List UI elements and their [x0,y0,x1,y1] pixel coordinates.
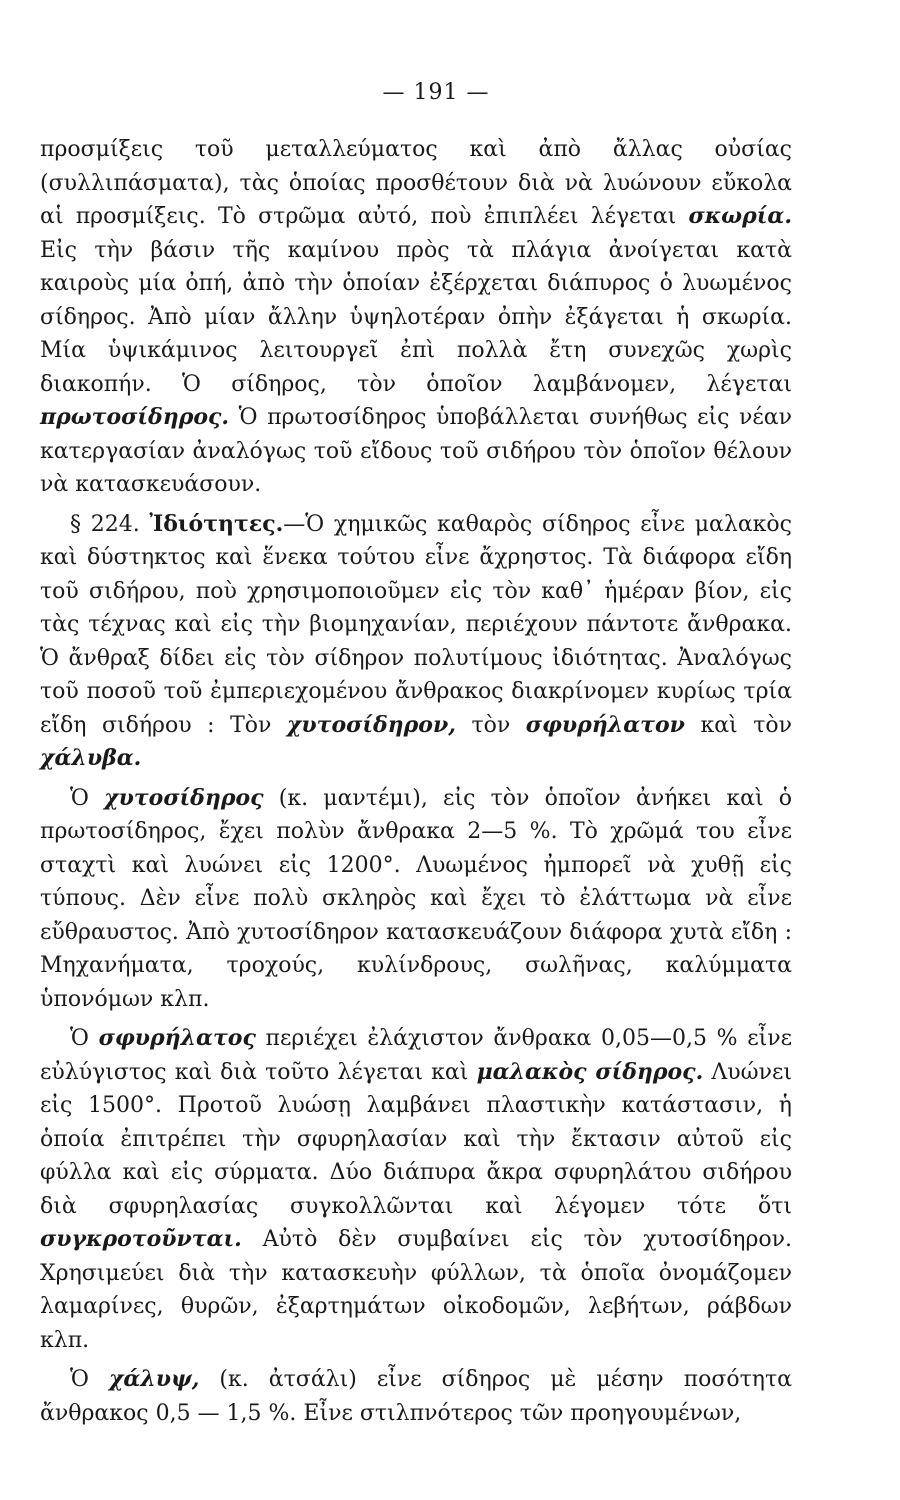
term-sygkrotountai: συγκροτοῦνται. [40,1226,242,1252]
text-run: (κ. μαντέμι), εἰς τὸν ὁποῖον ἀνήκει καὶ ὁ πρωτοσίδηρος, ἔχει πολὺν ἄνθρακα 2—5 %. Τὸ χρῶμά του εἶνε σταχτὶ καὶ λυώνει εἰς 1200°. Λυωμένος ἠμπορεῖ νὰ χυθῇ εἰς τύπους. Δὲν εἶνε πολὺ σκληρὸς καὶ ἔχει τὸ ἐλάττωμα νὰ εἶνε εὔθραυστος. Ἀπὸ χυτοσίδηρον κατασκευάζουν διάφορα χυτὰ εἴδη : Μηχανήματα, τροχούς, κυλίνδρους, σωλῆνας, καλύμματα ὑπονόμων κλπ. [40,785,793,1012]
text-run: Ὁ [70,1026,99,1051]
paragraph [40,782,792,1017]
term-skoria: σκωρία. [688,203,792,229]
page-number: — 191 — [382,80,490,105]
term-malakos-sidiros: μαλακὸς σίδηρος. [476,1058,704,1085]
term-chytosidiron: χυτοσίδηρον, [286,711,456,738]
text-run: Αὐτὸ δὲν συμβαίνει εἰς τὸν χυτοσίδηρον. Χρησιμεύει διὰ τὴν κατασκευὴν φύλλων, τὰ ὁποῖα ὀνομάζομεν λαμαρίνες, θυρῶν, ἐξαρτημάτων οἰκοδομῶν, λεβήτων, ράβδων κλπ. [40,1227,792,1353]
text-run: —Ὁ χημικῶς καθαρὸς σίδηρος εἶνε μαλακὸς καὶ δύστηκτος καὶ ἕνεκα τούτου εἶνε ἄχρηστος. Τὰ διάφορα εἴδη τοῦ σιδήρου, ποὺ χρησιμοποιοῦμεν εἰς τὸν καθ᾽ ἡμέραν βίον, εἰς τὰς τέχνας καὶ εἰς τὴν βιομηχανίαν, περιέχουν πάντοτε ἄνθρακα. Ὁ ἄνθραξ δίδει εἰς τὸν σίδηρον πολυτίμους ἰδιότητας. Ἀναλόγως τοῦ ποσοῦ τοῦ ἐμπεριεχομένου ἄνθρακος διακρίνομεν κυρίως τρία εἴδη σιδήρου : Τὸν [40,511,792,738]
term-protosidiros: πρωτοσίδηρος. [40,404,230,430]
paragraph [40,1363,792,1430]
text-run: Εἰς τὴν βάσιν τῆς καμίνου πρὸς τὰ πλάγια ἀνοίγεται κατὰ καιροὺς μία ὀπή, ἀπὸ τὴν ὁποίαν ἐξέρχεται διάπυρος ὁ λυωμένος σίδηρος. Ἀπὸ μίαν ἄλλην ὑψηλοτέραν ὀπὴν ἐξάγεται ἡ σκωρία. Μία ὑψικάμινος λειτουργεῖ ἐπὶ πολλὰ ἔτη συνεχῶς χωρὶς διακοπήν. Ὁ σίδηρος, τὸν ὁποῖον λαμβάνομεν, λέγεται [40,237,792,397]
text-run: Ὁ [70,785,105,811]
text-run: Λυώνει εἰς 1500°. Πρoτοῦ λυώσῃ λαμβάνει πλαστικὴν κατάστασιν, ἡ ὁποία ἐπιτρέπει τὴν σφυρηλασίαν καὶ τὴν ἔκτασιν αὐτοῦ εἰς φύλλα καὶ εἰς σύρματα. Δύο διάπυρα ἄκρα σφυρηλάτου σιδήρου διὰ σφυρηλασίας συγκολλῶνται καὶ λέγομεν τότε ὅτι [40,1059,793,1219]
paragraph [40,508,792,776]
term-chytosidiros: χυτοσίδηρος [104,784,264,811]
text-run: Ὁ πρωτοσίδηρος ὑποβάλλεται συνήθως εἰς νέαν κατεργασίαν ἀναλόγως τοῦ εἴδους τοῦ σιδήρου τὸν ὁποῖον θέλουν νὰ κατασκευάσουν. [40,405,792,497]
term-chalyps: χάλυψ, [108,1366,200,1392]
text-run: τὸν [455,712,526,738]
term-sfyrilatos: σφυρήλατος [98,1025,256,1051]
term-chalyva: χάλυβα. [40,745,142,771]
paragraph [40,133,792,502]
text-run: προσμίξεις τοῦ μεταλλεύματος καὶ ἀπὸ ἄλλας οὐσίας (συλλιπάσματα), τὰς ὁποίας προσθέτουν διὰ νὰ λυώνουν εὔκολα αἱ προσμίξεις. Τὸ στρῶμα αὐτό, ποὺ ἐπιπλέει λέγεται [40,137,792,229]
text-run: Ὁ [70,1367,109,1392]
section-number: § 224. [70,511,150,537]
section-heading: Ἰδιότητες. [149,510,284,537]
text-run: (κ. ἀτσάλι) εἶνε σίδηρος μὲ μέσην ποσότητα ἄνθρακος 0,5 — 1,5 %. Εἶνε στιλπνότερος τῶν προηγουμένων, [40,1367,792,1426]
body-text [40,133,792,1430]
book-page [40,80,792,1430]
text-run: περιέχει ἐλάχιστον ἄνθρακα 0,05—0,5 % εἶνε εὐλύγιστος καὶ διὰ τοῦτο λέγεται καὶ [40,1026,792,1085]
paragraph [40,1022,792,1357]
text-run: καὶ τὸν [684,712,793,738]
term-sfyrilaton: σφυρήλατον [525,711,685,738]
